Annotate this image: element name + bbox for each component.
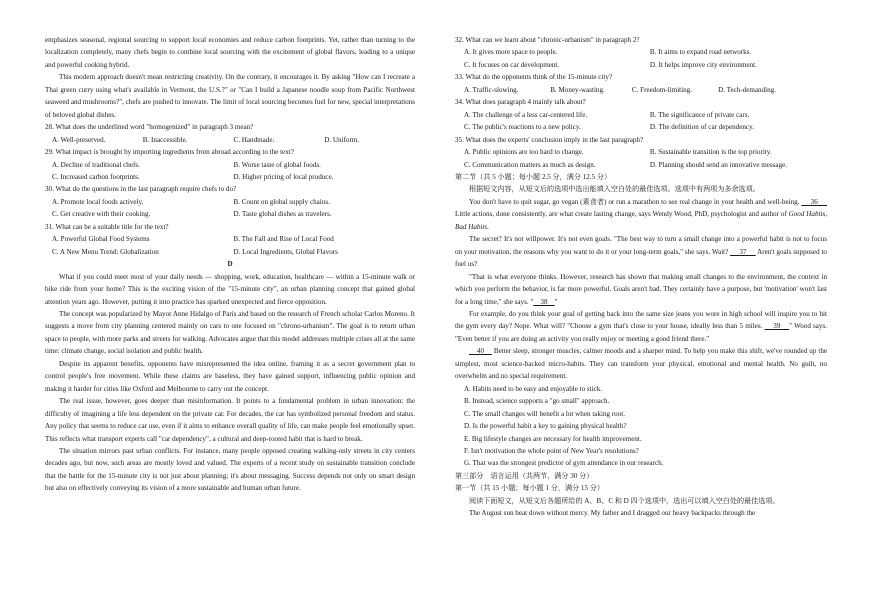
option: B. It aims to expand road networks. [649, 48, 752, 57]
option: A. Powerful Global Food Systems [52, 235, 150, 244]
question-33: 33. What do the opponents think of the 15-minute city? [455, 73, 613, 82]
choice-item: G. That was the strongest predictor of gym attendance in our research. [464, 459, 664, 468]
option: D. Uniform. [324, 135, 360, 144]
option: B. The significance of private cars. [649, 110, 750, 119]
choice-item: C. The small changes will benefit a lot when taking root. [464, 409, 626, 418]
question-32: 32. What can we learn about "chronic-urbanism" in paragraph 2? [455, 36, 640, 44]
option: A. Decline of traditional chefs. [52, 160, 140, 169]
option: A. Public opinions are too hard to change. [464, 148, 584, 157]
cloze-paragraph [455, 271, 827, 308]
option: D. Tech-demanding. [718, 85, 776, 94]
blank-number: 38 [540, 297, 548, 306]
left-column [45, 34, 415, 495]
option: C. A New Menu Trend: Globalization [52, 247, 159, 256]
text-run: " Wood says. "Even better if you are doing an activity you really enjoy or meeting a good friend there." [455, 322, 828, 343]
option: D. It helps improve city environment. [649, 60, 757, 69]
question-34: 34. What does paragraph 4 mainly talk about? [455, 98, 586, 107]
choice-item: A. Habits need to be easy and enjoyable to stick. [464, 384, 603, 393]
option: D. Planning should send an innovative message. [649, 160, 788, 169]
option: A. Promote local foods actively. [52, 197, 144, 206]
option: C. It focuses on car development. [464, 60, 560, 69]
question-35-options [455, 146, 827, 171]
text-run: The secret? It's not willpower. It's not even goals. "The best way to turn a small change into a powerful habit is not to focus on your motivation, the reasons why you want to do it or your long-term goals," she says. Wait? [455, 235, 827, 256]
reading-c-paragraph: emphasizes seasonal, regional sourcing to support local economies and reduce carbon footprints. Yet, rather than turning to the localization completely, many chefs begin to combine local sourcing with the excitement of global flavors, leading to a unique and powerful cooking hybrid. [45, 36, 415, 69]
blank-37 [730, 248, 756, 256]
option: A. Traffic-slowing. [464, 85, 519, 94]
cloze-paragraph [455, 345, 827, 382]
blank-39 [765, 322, 790, 330]
option: D. The definition of car dependency. [649, 123, 754, 132]
option: A. The challenge of a less car-centered life. [464, 110, 588, 119]
choice-list [455, 383, 827, 470]
reading-d-paragraph: The situation mirrors past urban conflicts. For instance, many people opposed creating walking-only streets in city centers decades ago, but now, such areas are mostly loved and valued. The experts of a recent study on sustainable transition conclude that the battle for the 15-minute city is not just about planning; it's about messaging. Success depends not only on smart design but also on effectively conveying its vision of a more sustainable and human urban future. [45, 446, 415, 493]
section-2-instructions: 根据短文内容，从短文后的选项中选出能填入空白处的最佳选项。选项中有两项为多余选项。 [469, 185, 760, 194]
text-run: . [487, 222, 489, 231]
blank-36 [801, 198, 827, 206]
choice-item: F. Isn't motivation the whole point of New Year's resolutions? [464, 446, 639, 455]
part-3-heading: 第三部分 语言运用（共两节，满分 30 分） [455, 471, 594, 480]
reading-c-paragraph: This modern approach doesn't mean restricting creativity. On the contrary, it encourages it. By asking "How can I recreate a Thai green curry using what's available in Vermont, the U.S.?" or "Can I build a Japanese noodle soup from Pacific Northwest seaweed and mushrooms?", chefs are pushed to innovate. The limit of local sourcing becomes fuel for new, special interpretations of beloved global dishes. [45, 73, 415, 119]
option: D. Higher pricing of local produce. [233, 172, 334, 181]
text-run: Little actions, done consistently, are what create lasting change, says Wendy Wood, PhD, psychologist and author of [455, 210, 789, 219]
option: C. Get creative with their cooking. [52, 210, 151, 219]
right-column [455, 34, 827, 520]
section-d-heading: D [227, 260, 233, 269]
choice-item: D. Is the powerful habit a key to gaining physical health? [464, 422, 627, 431]
question-32-options [455, 46, 827, 71]
question-29: 29. What impact is brought by importing ingredients from abroad according to the text? [45, 148, 294, 157]
question-33-options [455, 84, 827, 96]
option: D. Taste global dishes as travelers. [233, 210, 332, 219]
section-2-heading: 第二节（共 5 小题；每小题 2.5 分，满分 12.5 分） [455, 172, 612, 181]
choice-item: E. Big lifestyle changes are necessary for health improvement. [464, 434, 642, 443]
question-35: 35. What does the experts' conclusion imply in the last paragraph? [455, 135, 644, 144]
option: C. Handmade. [233, 135, 275, 144]
question-34-options [455, 109, 827, 134]
option: C. Freedom-limiting. [631, 85, 692, 94]
text-run: Aren't goals supposed to fuel us? [455, 247, 827, 269]
option: B. Worse taste of global foods. [233, 160, 321, 169]
option: B. Inaccessible. [142, 135, 188, 144]
option: A. It gives more space to people. [464, 48, 558, 57]
blank-number: 37 [739, 247, 747, 256]
option: B. Count on global supply chains. [233, 197, 330, 206]
section-1-instructions: 阅读下面短文，从短文后各题所给的 A、B、C 和 D 四个选项中，选出可以填入空白处的最佳选项。 [469, 496, 780, 505]
option: B. Sustainable transition is the top priority. [649, 148, 772, 157]
option: C. The public's reactions to a new policy. [464, 123, 581, 132]
blank-number: 40 [476, 347, 484, 356]
option: B. The Fall and Rise of Local Food [233, 235, 334, 244]
reading-d-paragraph: The real issue, however, goes deeper than misinformation. It points to a fundamental problem in urban innovation: the difficulty of imagining a life less dependent on the private car. For decades, the car has symbolized personal freedom and status. Any policy that seems to reduce car use, even if it aims to enhance overall quality of life, can make people feel emotionally upset. This reflects what transport experts call "car dependency", a cultural and deep-rooted habit that is hard to break. [45, 397, 415, 443]
cloze-paragraph [455, 233, 827, 270]
text-run: Better sleep, stronger muscles, calmer moods and a sharper mind. To help you make this shift, we've rounded up the simplest, most science-backed micro-habits. They can transform your physical, emotional and mental health. No guilt, no overwhelm and no special requirement. [455, 347, 828, 381]
blank-40 [469, 347, 492, 355]
question-31: 31. What can be a suitable title for the text? [45, 222, 169, 231]
text-run: " [554, 297, 558, 306]
section-1-heading: 第一节（共 15 小题；每小题 1 分，满分 15 分） [455, 484, 604, 493]
question-31-options [45, 233, 415, 258]
reading-d-paragraph: The concept was popularized by Mayor Anne Hidalgo of Paris and based on the research of French scholar Carlos Moreno. It suggests a move from city planning centered mainly on cars to one focused on "chrono-urbanism". The goal is to return urban space to people, with more parks and streets for walking. Advocates argue that this model addresses multiple crises all at the same time: climate change, social isolation and public health. [45, 309, 415, 356]
question-28: 28. What does the underlined word "homogenized" in paragraph 3 mean? [45, 123, 254, 132]
blank-number: 36 [810, 197, 818, 206]
option: B. Money-wasting. [550, 85, 605, 94]
text-run: For example, do you think your goal of getting back into the same size jeans you wore in high school will inspire you to hit the gym every day? Nope. What will? "Choose a gym that's close to your house, ideally less than 5 miles. [455, 309, 827, 331]
choice-item: B. Instead, science supports a "go small" approach. [464, 397, 610, 406]
book-title: Good Habits, Bad Habits [455, 210, 827, 231]
blank-38 [533, 298, 554, 306]
reading-d-paragraph: What if you could meet most of your daily needs — shopping, work, education, healthcare — within a 15-minute walk or bike ride from your home? This is the exciting vision of the "15-minute city", an urban planning concept that gained global attention years ago. However, putting it into practice has sparked unexpected and fierce opposition. [45, 272, 415, 306]
question-29-options [45, 159, 415, 184]
question-28-options [45, 134, 415, 146]
text-run: "That is what everyone thinks. However, research has shown that making small changes to the environment, the context in which you perform the behavior, is far more powerful. Goals aren't bad. They certainly have a purpose, but 'motivation' won't last for a long time," she says. " [455, 272, 827, 306]
option: C. Increased carbon footprints. [52, 172, 140, 181]
question-30: 30. What do the questions in the last paragraph require chefs to do? [45, 185, 237, 194]
option: D. Local Ingredients, Global Flavors [233, 247, 338, 256]
blank-number: 39 [773, 322, 781, 331]
question-30-options [45, 196, 415, 221]
reading-d-paragraph: Despite its apparent benefits, opponents have misrepresented the idea online, framing it as a secret government plan to control people's free movement. While these claims are baseless, they have gained support, influencing public opinion and making it harder for cities like Oxford and Melbourne to carry out the concept. [45, 359, 415, 393]
text-run: You don't have to quit sugar, go vegan (素食者) or run a marathon to see real change in your health and well-being. [469, 197, 802, 206]
option: A. Well-preserved. [52, 135, 106, 144]
cloze-paragraph [455, 196, 827, 233]
cloze-paragraph [455, 308, 827, 345]
cloze-passage-start: The August sun beat down without mercy. My father and I dragged our heavy backpacks through the [469, 509, 756, 518]
option: C. Communication matters as much as design. [464, 160, 596, 169]
